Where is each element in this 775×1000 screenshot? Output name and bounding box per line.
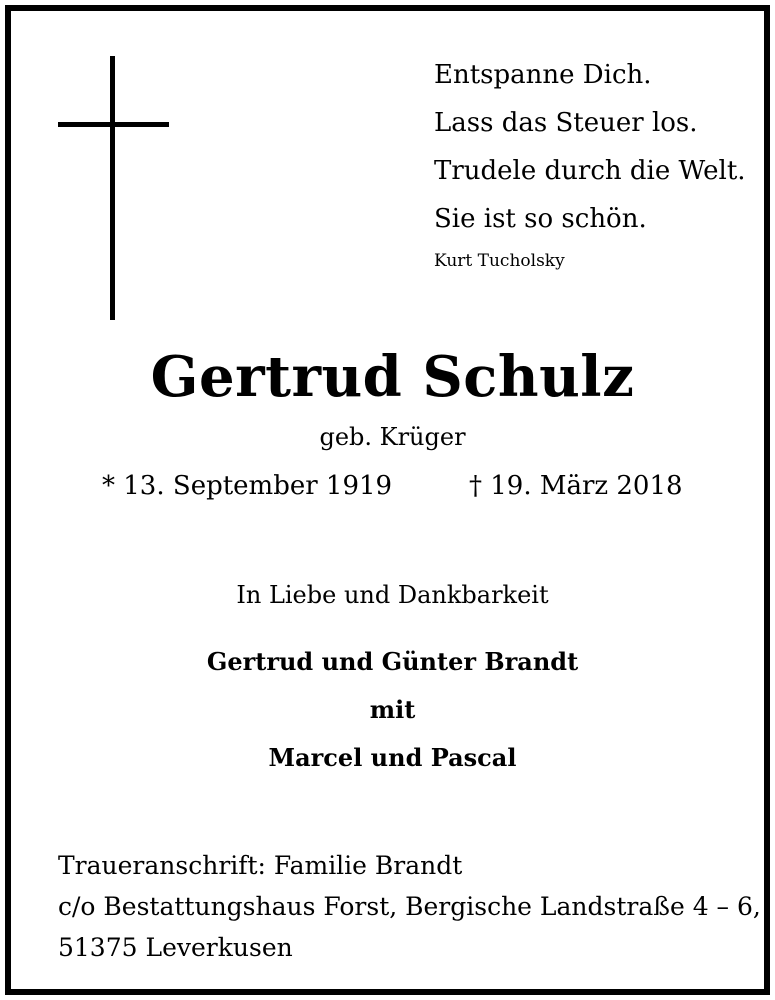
cross-icon-horizontal-bar [58,122,169,127]
birth-date: * 13. September 1919 [102,471,393,501]
obituary-frame [5,5,770,995]
quote-author: Kurt Tucholsky [434,251,565,271]
address-line: Traueranschrift: Familie Brandt [58,851,463,880]
death-date: † 19. März 2018 [469,471,683,501]
address-line: c/o Bestattungshaus Forst, Bergische Landstraße 4 – 6, [58,892,761,921]
address-line: 51375 Leverkusen [58,933,293,962]
birth-name: geb. Krüger [319,423,466,451]
quote-line: Trudele durch die Welt. [434,156,746,186]
mourning-address [58,845,761,968]
mourner-names: Marcel und Pascal [268,743,517,772]
mourner-connector: mit [369,695,416,724]
cross-icon-vertical-bar [110,56,115,320]
quote-block [434,51,754,275]
quote-line: Entspanne Dich. [434,60,652,90]
quote-line: Sie ist so schön. [434,204,647,234]
quote-line: Lass das Steuer los. [434,108,698,138]
deceased-name: Gertrud Schulz [150,344,635,410]
mourner-names: Gertrud und Günter Brandt [206,647,579,676]
dedication: In Liebe und Dankbarkeit [236,581,549,609]
